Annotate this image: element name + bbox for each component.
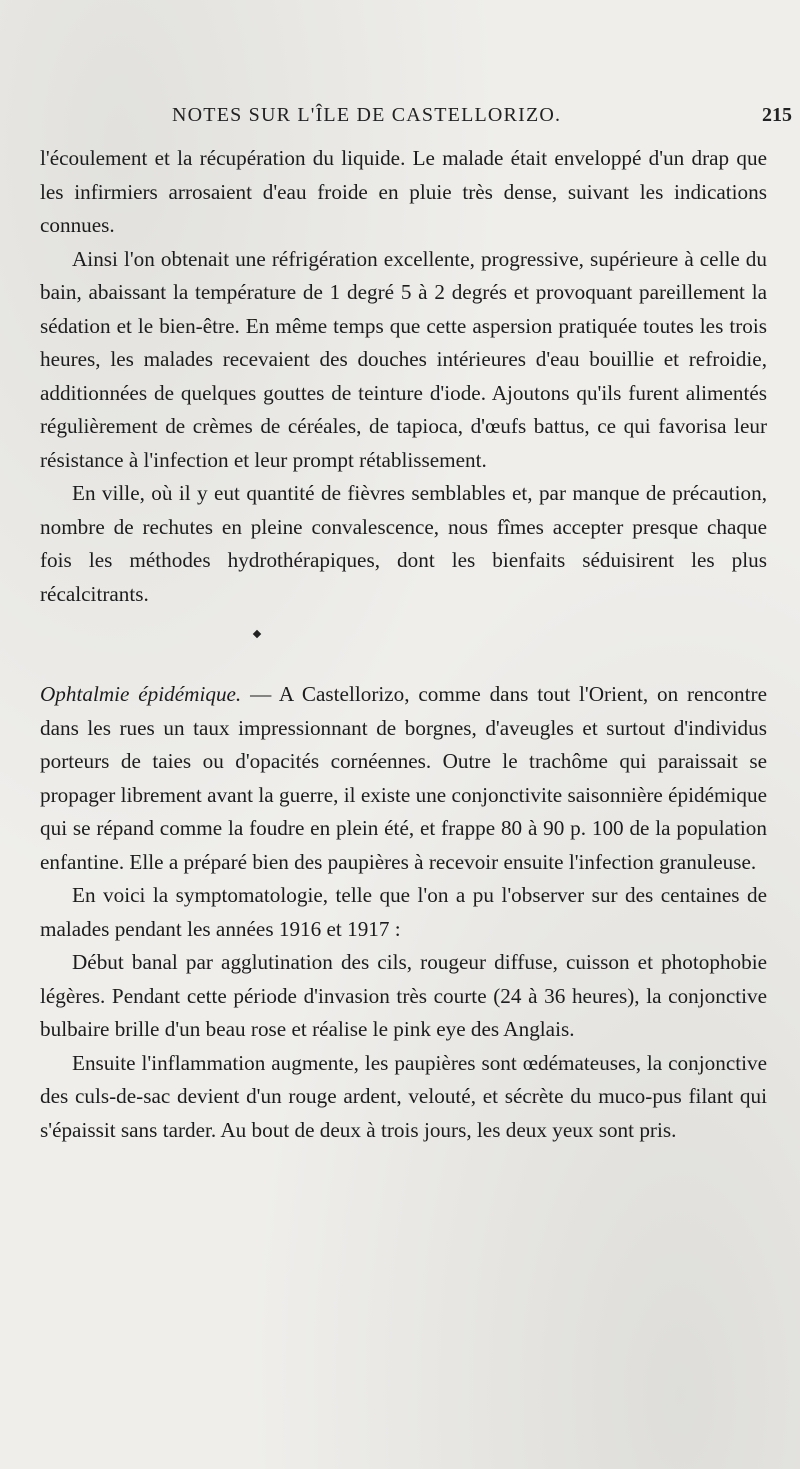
page-number: 215: [762, 104, 792, 126]
paragraph-town: En ville, où il y eut quantité de fièvres semblables et, par manque de précaution, nombre de rechutes en pleine convalescence, nous fîmes accepter presque chaque fois les méthodes hydrothérapiques, dont les bienfaits séduisirent les plus récalcitrants.: [40, 481, 767, 606]
section-separator: [40, 611, 767, 678]
paragraph-refrigeration: Ainsi l'on obtenait une réfrigération excellente, progressive, supérieure à celle du bain, abaissant la température de 1 degré 5 à 2 degrés et provoquant pareillement la sédation et le bien-être. En même temps que cette aspersion pratiquée toutes les trois heures, les malades recevaient des douches intérieures d'eau bouillie et refroidie, additionnées de quelques gouttes de teinture d'iode. Ajoutons qu'ils furent alimentés régulièrement de crèmes de céréales, de tapioca, d'œufs battus, ce qui favorisa leur résistance à l'infection et leur prompt rétablissement.: [40, 246, 767, 472]
paragraph-symptomatology: En voici la symptomatologie, telle que l'on a pu l'observer sur des centaines de malades pendant les années 1916 et 1917 :: [40, 883, 767, 941]
section-first-paragraph-text: A Castellorizo, comme dans tout l'Orient, on rencontre dans les rues un taux impressionnant de borgnes, d'aveugles et surtout d'individus porteurs de taies ou d'opacités cornéennes. Outre le trachôme qui paraissait se propager librement avant la guerre, il existe une conjonctivite saisonnière épidémique qui se répand comme la foudre en plein été, et frappe 80 à 90 p. 100 de la population enfantine. Elle a préparé bien des paupières à recevoir ensuite l'infection granuleuse.: [40, 682, 767, 874]
separator-ornament-icon: [253, 630, 261, 638]
running-header: [40, 100, 792, 134]
paragraph-onset: Début banal par agglutination des cils, rougeur diffuse, cuisson et photophobie légères. Pendant cette période d'invasion très courte (24 à 36 heures), la conjonctive bulbaire brille d'un beau rose et réalise le pink eye des Anglais.: [40, 950, 767, 1041]
paragraph-continued: l'écoulement et la récupération du liquide. Le malade était enveloppé d'un drap que les infirmiers arrosaient d'eau froide en pluie très dense, suivant les indications connues.: [40, 146, 767, 237]
paragraph-inflammation: Ensuite l'inflammation augmente, les paupières sont œdémateuses, la conjonctive des culs-de-sac devient d'un rouge ardent, velouté, et sécrète du muco-pus filant qui s'épaissit sans tarder. Au bout de deux à trois jours, les deux yeux sont pris.: [40, 1050, 767, 1142]
running-title: NOTES SUR L'ÎLE DE CASTELLORIZO.: [172, 104, 562, 126]
body-text: [40, 142, 767, 1147]
section-first-paragraph: [40, 678, 767, 879]
section-dash: —: [241, 682, 279, 706]
section-title: Ophtalmie épidémique.: [40, 682, 242, 706]
